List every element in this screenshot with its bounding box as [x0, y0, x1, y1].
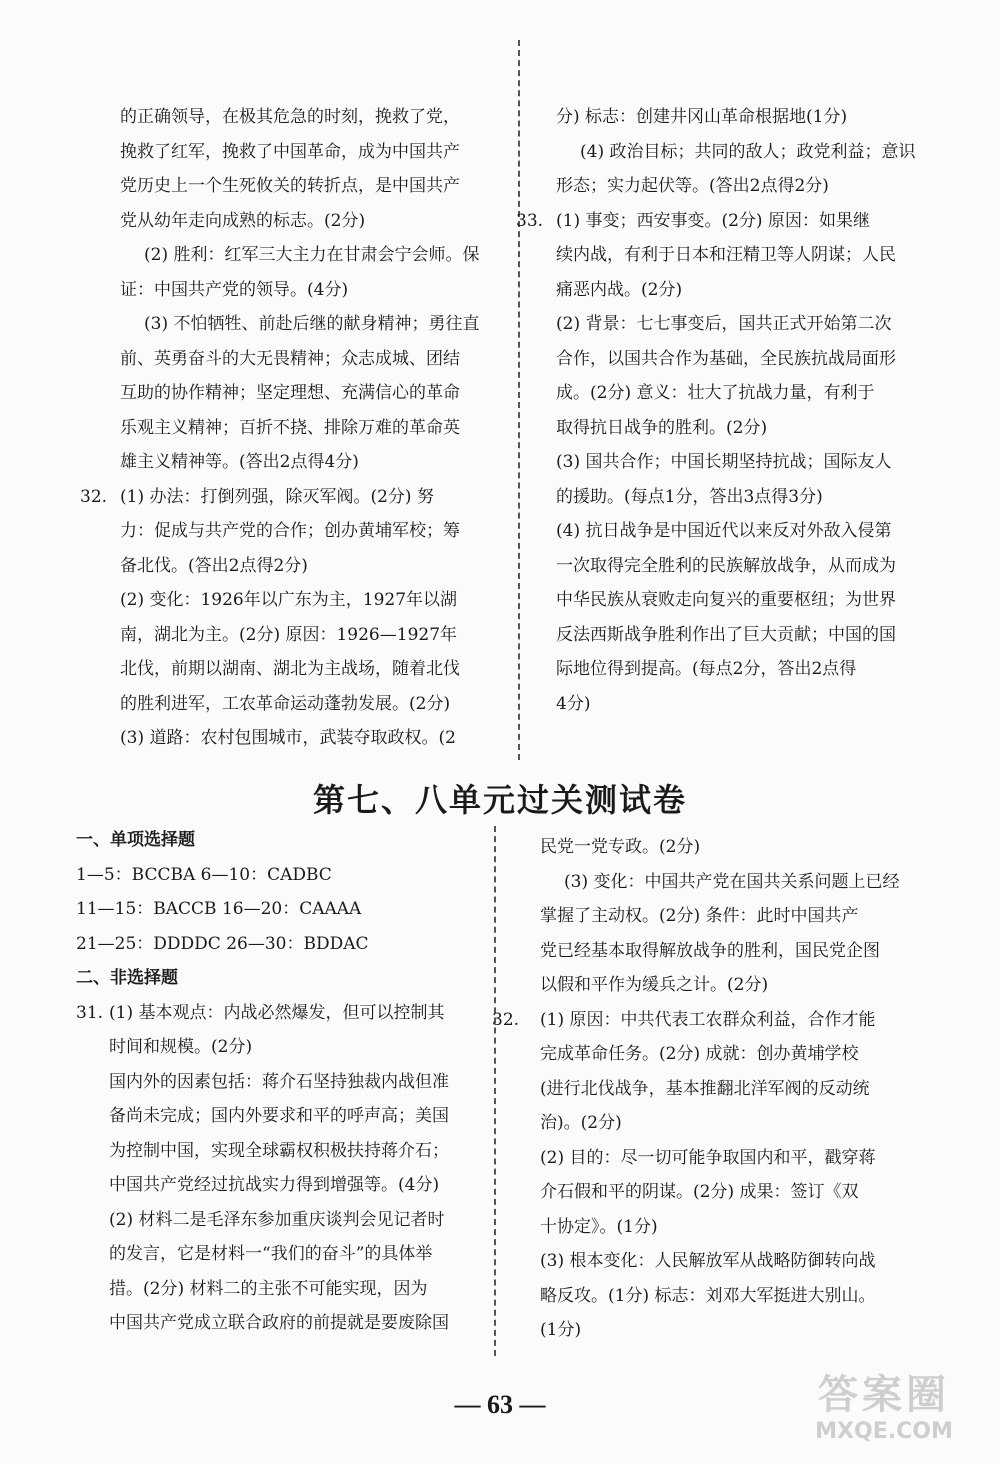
section-title: 第七、八单元过关测试卷: [312, 781, 687, 819]
text-line: 续内战，有利于日本和汪精卫等人阴谋；人民: [556, 245, 896, 265]
text-line: 1—5：BCCBA 6—10：CADBC: [76, 864, 332, 885]
text-line: 为控制中国，实现全球霸权积极扶持蒋介石；: [109, 1140, 449, 1161]
question-number: 32.: [80, 486, 108, 507]
heading-single-choice: 一、单项选择题: [76, 830, 195, 850]
question-32-top-lines: [120, 480, 500, 756]
text-line: 党历史上一个生死攸关的转折点，是中国共产: [120, 176, 460, 196]
question-32-top: [80, 480, 500, 756]
text-line: 介石假和平的阴谋。(2分) 成果：签订《双: [540, 1182, 859, 1202]
text-line: 民党一党专政。(2分): [540, 837, 701, 857]
text-line: (2) 材料二是毛泽东参加重庆谈判会见记者时: [109, 1209, 445, 1230]
text-line: 11—15：BACCB 16—20：CAAAA: [76, 899, 362, 919]
top-left-text: [120, 100, 500, 480]
bottom-right-pre-text: [540, 830, 960, 1003]
text-line: (进行北伐战争，基本推翻北洋军阀的反动统: [540, 1078, 870, 1099]
text-line: 合作，以国共合作为基础，全民族抗战局面形: [556, 348, 896, 369]
text-line: (3) 变化：中国共产党在国共关系问题上已经: [564, 871, 900, 892]
text-line: (4) 抗日战争是中国近代以来反对外敌入侵第: [556, 521, 892, 541]
text-line: (2) 胜利：红军三大主力在甘肃会宁会师。保: [144, 245, 480, 265]
text-line: (1) 原因：中共代表工农群众利益，合作才能: [540, 1009, 876, 1030]
text-line: 一次取得完全胜利的民族解放战争，从而成为: [556, 555, 896, 576]
text-line: 南，湖北为主。(2分) 原因：1926—1927年: [120, 624, 458, 645]
text-line: 乐观主义精神；百折不挠、排除万难的革命英: [120, 417, 460, 438]
text-line: 十协定》。(1分): [540, 1216, 658, 1237]
text-line: 的发言，它是材料一“我们的奋斗”的具体举: [109, 1244, 433, 1264]
text-line: 中国共产党经过抗战实力得到增强等。(4分): [109, 1175, 440, 1195]
text-line: 时间和规模。(2分): [109, 1037, 253, 1057]
question-number: 32.: [492, 1009, 520, 1030]
text-line: (3) 根本变化：人民解放军从战略防御转向战: [540, 1251, 876, 1271]
column-divider-top: [518, 40, 520, 760]
text-line: 前、英勇奋斗的大无畏精神；众志成城、团结: [120, 348, 460, 369]
top-right-pre-text: [556, 100, 956, 204]
question-32-bottom-lines: [540, 1003, 960, 1348]
text-line: 际地位得到提高。(每点2分，答出2点得: [556, 659, 857, 679]
text-line: (2) 背景：七七事变后，国共正式开始第二次: [556, 314, 892, 334]
text-line: 的援助。(每点1分，答出3点得3分): [556, 486, 823, 507]
text-line: (3) 国共合作；中国长期坚持抗战；国际友人: [556, 452, 892, 472]
text-line: (1) 事变；西安事变。(2分) 原因：如果继: [556, 210, 870, 231]
text-line: 的胜利进军，工农革命运动蓬勃发展。(2分): [120, 693, 451, 714]
text-line: 略反攻。(1分) 标志：刘邓大军挺进大别山。: [540, 1285, 876, 1306]
text-line: 党已经基本取得解放战争的胜利，国民党企图: [540, 940, 880, 961]
text-line: 力：促成与共产党的合作；创办黄埔军校；筹: [120, 521, 460, 541]
text-line: (2) 变化：1926年以广东为主，1927年以湖: [120, 590, 458, 610]
text-line: 反法西斯战争胜利作出了巨大贡献；中国的国: [556, 624, 896, 645]
text-line: (1分): [540, 1320, 582, 1340]
question-number: 33.: [516, 210, 544, 231]
text-line: (2) 目的：尽一切可能争取国内和平，戳穿蒋: [540, 1147, 876, 1168]
text-line: 备北伐。(答出2点得2分): [120, 555, 308, 576]
text-line: 措。(2分) 材料二的主张不可能实现，因为: [109, 1278, 428, 1299]
top-left-column: [80, 100, 500, 756]
text-line: (4) 政治目标；共同的敌人；政党利益；意识: [580, 141, 916, 162]
text-line: 中华民族从衰败走向复兴的重要枢纽；为世界: [556, 590, 896, 610]
text-line: 北伐，前期以湖南、湖北为主战场，随着北伐: [120, 659, 460, 679]
text-line: 痛恶内战。(2分): [556, 279, 683, 300]
text-line: 完成革命任务。(2分) 成就：创办黄埔学校: [540, 1044, 859, 1064]
text-line: 雄主义精神等。(答出2点得4分): [120, 452, 359, 472]
text-line: 治)。(2分): [540, 1113, 622, 1133]
page-number: — 63 —: [454, 1390, 546, 1419]
question-33-top: [516, 204, 956, 722]
bottom-right-column: [492, 830, 960, 1348]
question-number: 31.: [76, 1002, 104, 1023]
text-line: 中国共产党成立联合政府的前提就是要废除国: [109, 1313, 449, 1333]
text-line: 21—25：DDDDC 26—30：BDDAC: [76, 933, 369, 954]
question-31-lines: [109, 996, 486, 1341]
watermark-url: MXQE.COM: [815, 1419, 953, 1444]
choice-answers: [76, 858, 486, 962]
text-line: 备尚未完成；国内外要求和平的呼声高；美国: [109, 1106, 449, 1126]
column-divider-bottom: [494, 826, 496, 1356]
text-line: (3) 道路：农村包围城市，武装夺取政权。(2: [120, 728, 456, 748]
text-line: 国内外的因素包括：蒋介石坚持独裁内战但准: [109, 1071, 449, 1092]
question-32-bottom: [492, 1003, 960, 1348]
top-right-column: [516, 100, 956, 721]
text-line: (3) 不怕牺牲、前赴后继的献身精神；勇往直: [144, 314, 480, 334]
text-line: (1) 基本观点：内战必然爆发，但可以控制其: [109, 1002, 445, 1023]
text-line: 取得抗日战争的胜利。(2分): [556, 417, 768, 438]
watermark-text: 答案圈: [818, 1372, 950, 1418]
text-line: 掌握了主动权。(2分) 条件：此时中国共产: [540, 906, 859, 926]
text-line: 证：中国共产党的领导。(4分): [120, 279, 349, 300]
watermark-logo: [784, 1363, 984, 1453]
text-line: 互助的协作精神；坚定理想、充满信心的革命: [120, 383, 460, 403]
text-line: (1) 办法：打倒列强，除灭军阀。(2分) 努: [120, 486, 434, 507]
text-line: 挽救了红军，挽救了中国革命，成为中国共产: [120, 141, 460, 162]
bottom-left-column: [76, 823, 486, 1341]
text-line: 形态；实力起伏等。(答出2点得2分): [556, 176, 829, 196]
text-line: 的正确领导，在极其危急的时刻，挽救了党，: [120, 107, 460, 127]
text-line: 以假和平作为缓兵之计。(2分): [540, 975, 769, 995]
heading-non-choice: 二、非选择题: [76, 968, 178, 988]
question-33-top-lines: [556, 204, 956, 722]
text-line: 党从幼年走向成熟的标志。(2分): [120, 210, 366, 231]
text-line: 4分): [556, 693, 591, 714]
text-line: 成。(2分) 意义：壮大了抗战力量，有利于: [556, 383, 875, 403]
text-line: 分) 标志：创建井冈山革命根据地(1分): [556, 107, 848, 127]
question-31: [76, 996, 486, 1341]
